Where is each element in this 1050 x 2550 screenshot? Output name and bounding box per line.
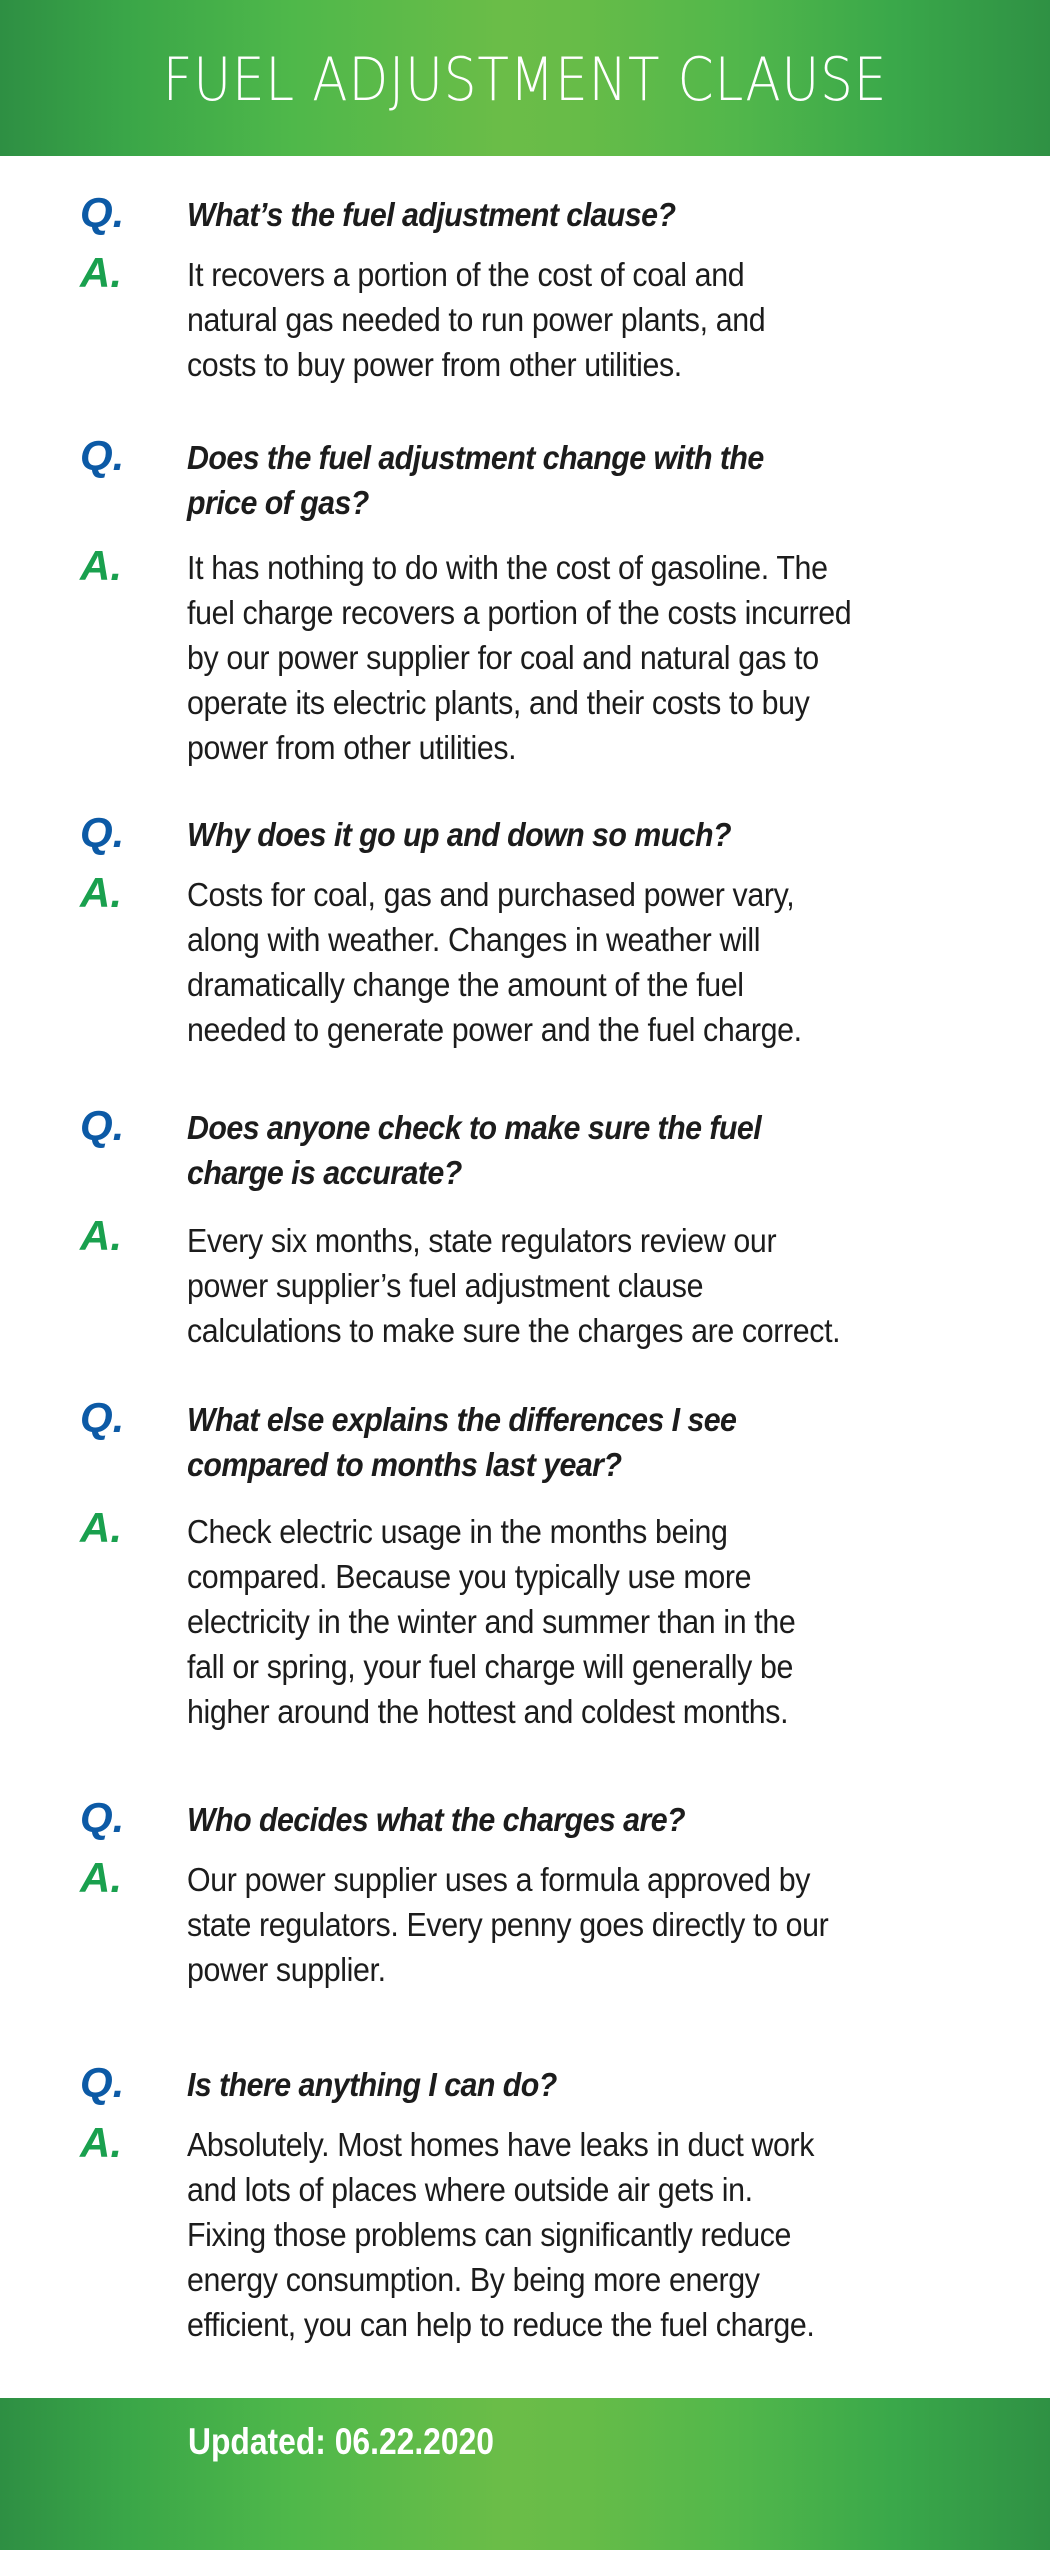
answer-line: fuel charge recovers a portion of the costs incurred <box>187 594 852 631</box>
question-marker: Q. <box>80 189 125 236</box>
question-marker: Q. <box>80 1102 125 1149</box>
answer-line: Fixing those problems can significantly reduce <box>187 2216 792 2253</box>
answer-marker: A. <box>80 1212 122 1259</box>
question-line: Does the fuel adjustment change with the <box>187 439 764 476</box>
question-marker: Q. <box>80 2059 125 2106</box>
header-banner <box>0 0 1050 156</box>
answer-line: needed to generate power and the fuel charge. <box>187 1011 802 1048</box>
question-marker: Q. <box>80 1794 125 1841</box>
answer-marker: A. <box>80 2119 122 2166</box>
answer-text <box>187 545 1007 770</box>
question-marker: Q. <box>80 432 125 479</box>
question-line: Is there anything I can do? <box>187 2066 557 2103</box>
answer-line: operate its electric plants, and their costs to buy <box>187 684 810 721</box>
answer-line: energy consumption. By being more energy <box>187 2261 760 2298</box>
answer-line: by our power supplier for coal and natural gas to <box>187 639 819 676</box>
answer-marker: A. <box>80 542 122 589</box>
answer-line: Every six months, state regulators review our <box>187 1222 777 1259</box>
answer-line: Costs for coal, gas and purchased power vary, <box>187 876 795 913</box>
answer-line: state regulators. Every penny goes directly to our <box>187 1906 829 1943</box>
answer-line: Our power supplier uses a formula approved by <box>187 1861 811 1898</box>
answer-line: dramatically change the amount of the fuel <box>187 966 744 1003</box>
page-title: FUEL ADJUSTMENT CLAUSE <box>162 45 888 115</box>
question-text <box>187 1797 987 1842</box>
answer-line: fall or spring, your fuel charge will generally be <box>187 1648 793 1685</box>
answer-marker: A. <box>80 1854 122 1901</box>
question-line: price of gas? <box>187 484 369 521</box>
question-text <box>187 1397 987 1487</box>
answer-line: It recovers a portion of the cost of coal and <box>187 256 745 293</box>
answer-line: Absolutely. Most homes have leaks in duct work <box>187 2126 815 2163</box>
answer-line: costs to buy power from other utilities. <box>187 346 682 383</box>
answer-line: power supplier. <box>187 1951 386 1988</box>
question-line: Who decides what the charges are? <box>187 1801 686 1838</box>
question-line: Does anyone check to make sure the fuel <box>187 1109 762 1146</box>
answer-line: electricity in the winter and summer than in the <box>187 1603 796 1640</box>
answer-text <box>187 872 1007 1052</box>
answer-line: natural gas needed to run power plants, and <box>187 301 766 338</box>
answer-line: power from other utilities. <box>187 729 517 766</box>
answer-text <box>187 1857 1007 1992</box>
answer-line: higher around the hottest and coldest months. <box>187 1693 789 1730</box>
question-text <box>187 1105 987 1195</box>
answer-line: It has nothing to do with the cost of gasoline. The <box>187 549 828 586</box>
answer-marker: A. <box>80 249 122 296</box>
question-line: charge is accurate? <box>187 1154 462 1191</box>
answer-marker: A. <box>80 869 122 916</box>
answer-line: compared. Because you typically use more <box>187 1558 752 1595</box>
question-text <box>187 812 987 857</box>
question-line: What’s the fuel adjustment clause? <box>187 196 676 233</box>
question-line: What else explains the differences I see <box>187 1401 737 1438</box>
answer-line: power supplier’s fuel adjustment clause <box>187 1267 704 1304</box>
answer-marker: A. <box>80 1504 122 1551</box>
answer-text <box>187 2122 1007 2347</box>
answer-text <box>187 1509 1007 1734</box>
question-marker: Q. <box>80 809 125 856</box>
question-line: Why does it go up and down so much? <box>187 816 732 853</box>
footer-banner <box>0 2398 1050 2550</box>
question-line: compared to months last year? <box>187 1446 622 1483</box>
updated-date: Updated: 06.22.2020 <box>188 2421 494 2462</box>
question-text <box>187 435 987 525</box>
question-text <box>187 192 987 237</box>
question-text <box>187 2062 987 2107</box>
answer-text <box>187 1218 1007 1353</box>
answer-line: Check electric usage in the months being <box>187 1513 728 1550</box>
answer-line: efficient, you can help to reduce the fuel charge. <box>187 2306 815 2343</box>
question-marker: Q. <box>80 1394 125 1441</box>
answer-line: calculations to make sure the charges are correct. <box>187 1312 841 1349</box>
answer-line: and lots of places where outside air gets in. <box>187 2171 753 2208</box>
answer-line: along with weather. Changes in weather will <box>187 921 761 958</box>
answer-text <box>187 252 1007 387</box>
